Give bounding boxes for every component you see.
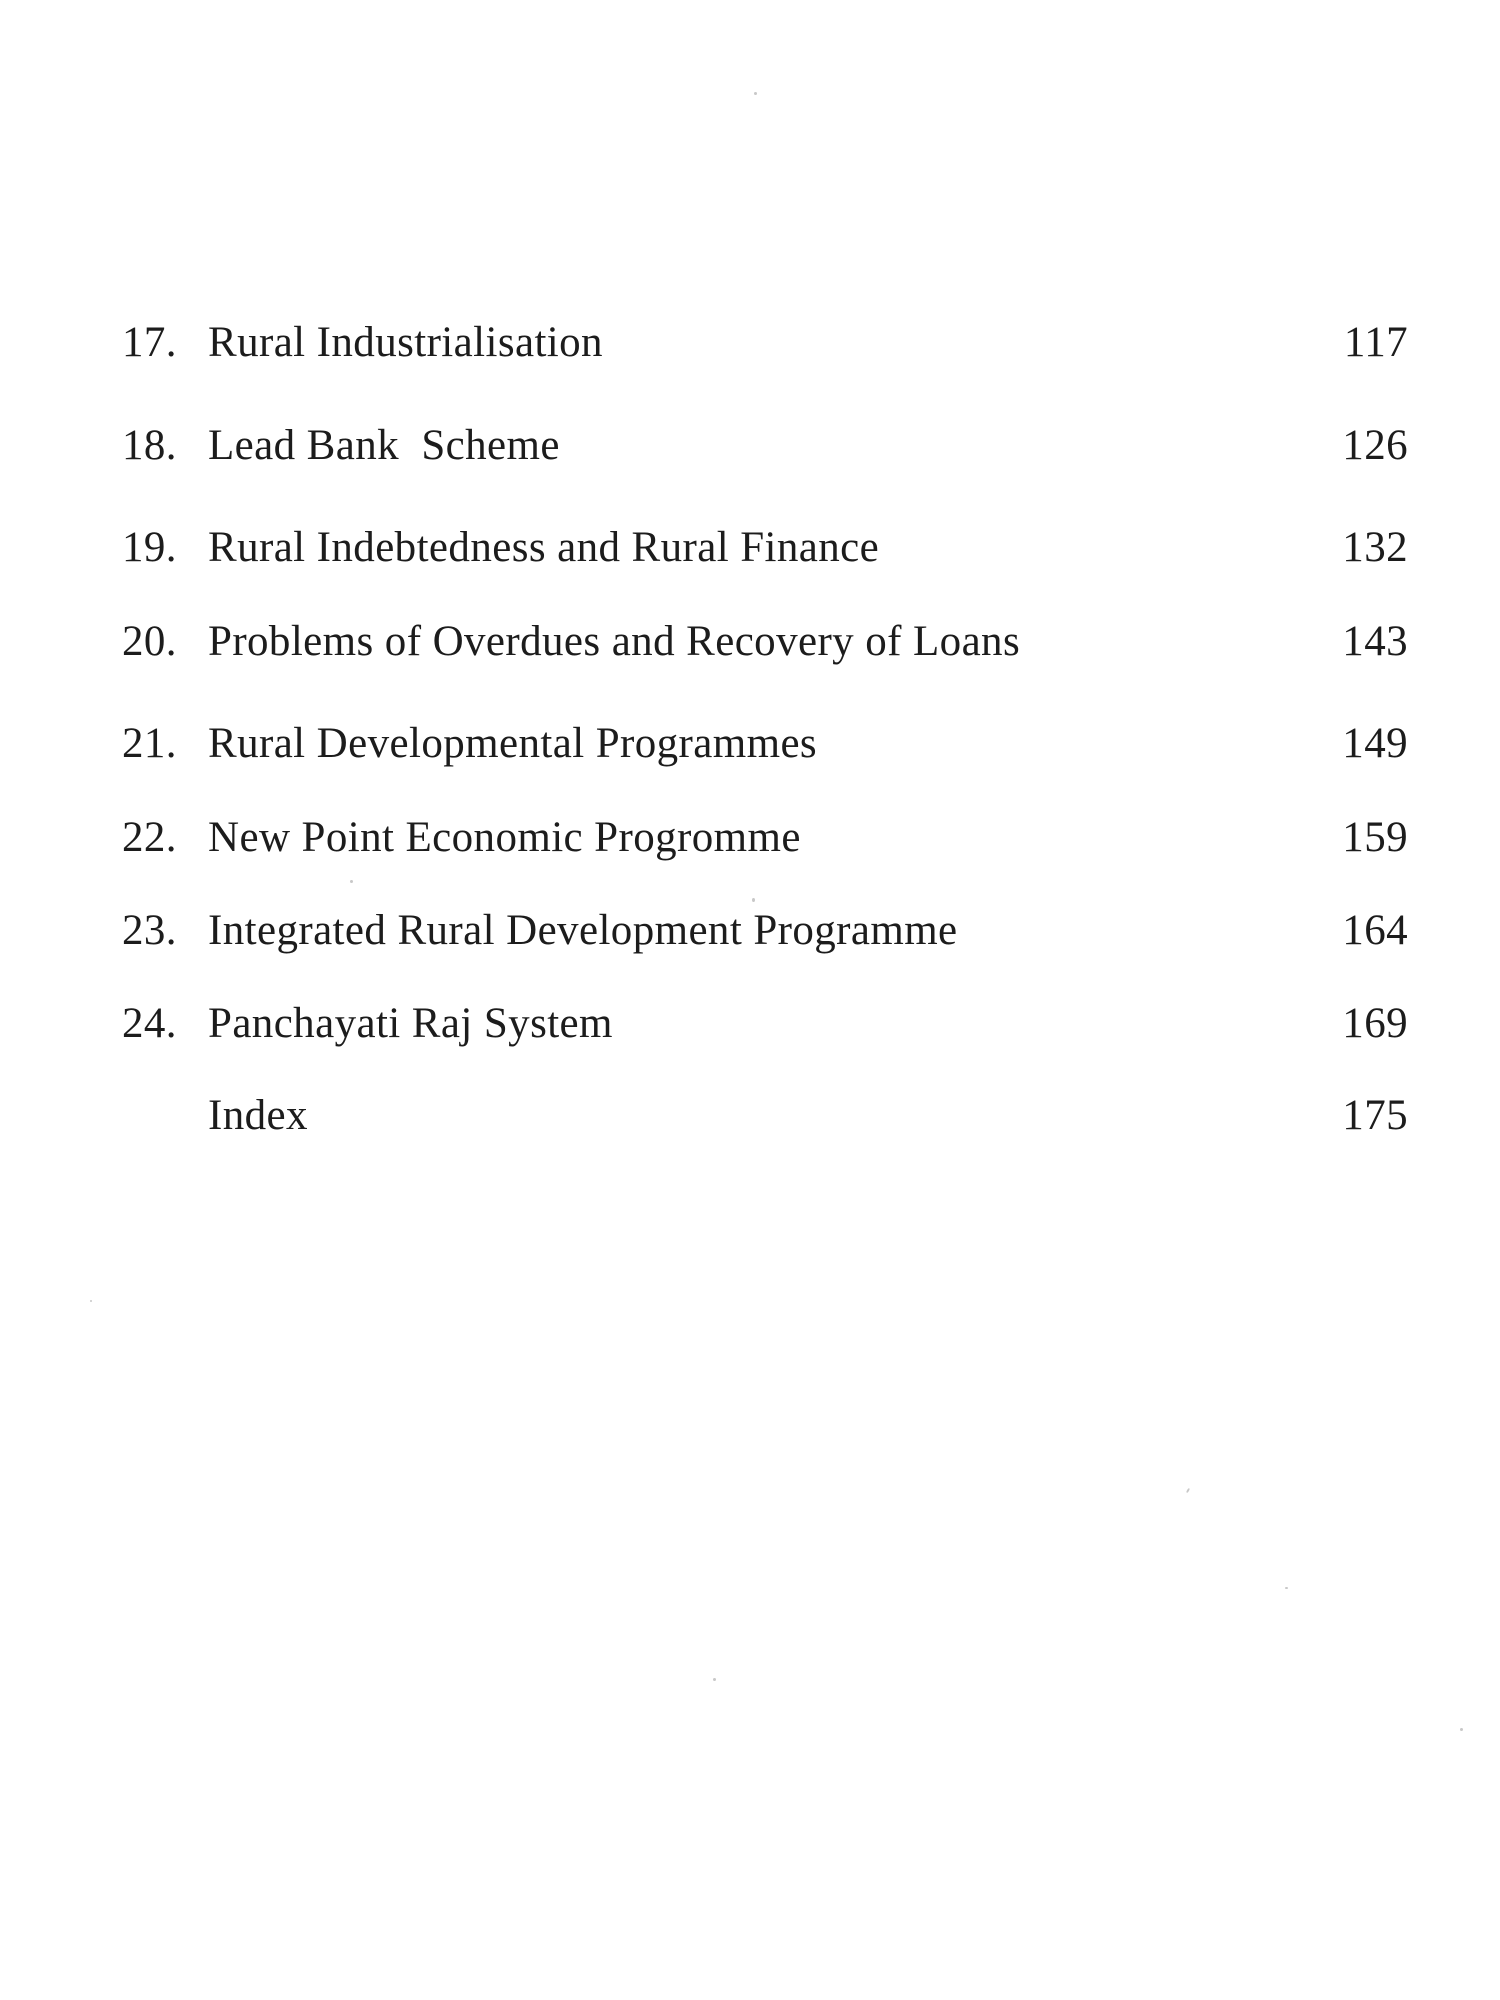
toc-entry — [0, 416, 1500, 476]
toc-entry — [0, 518, 1500, 578]
chapter-number: 22. — [122, 814, 177, 861]
chapter-number: 23. — [122, 907, 177, 954]
page-number: 175 — [1342, 1092, 1408, 1139]
chapter-number: 18. — [122, 422, 177, 469]
page-number: 143 — [1342, 618, 1408, 665]
scan-speck — [1460, 1728, 1463, 1731]
scan-speck — [1285, 1587, 1288, 1589]
page-number: 159 — [1342, 814, 1408, 861]
toc-entry — [0, 714, 1500, 774]
chapter-title: Problems of Overdues and Recovery of Loans — [208, 618, 1021, 665]
toc-entry — [0, 612, 1500, 672]
scan-speck — [1186, 1488, 1190, 1493]
chapter-title: New Point Economic Progromme — [208, 814, 801, 861]
page-number: 126 — [1342, 422, 1408, 469]
scan-speck — [713, 1678, 716, 1681]
chapter-title: Integrated Rural Development Programme — [208, 907, 958, 954]
chapter-title: Rural Indebtedness and Rural Finance — [208, 524, 880, 571]
chapter-number: 19. — [122, 524, 177, 571]
scan-speck — [90, 1300, 92, 1302]
chapter-number: 20. — [122, 618, 177, 665]
toc-entry-index — [0, 1086, 1500, 1146]
chapter-number: 21. — [122, 720, 177, 767]
chapter-title: Panchayati Raj System — [208, 1000, 613, 1047]
chapter-title: Rural Industrialisation — [208, 319, 603, 366]
index-title: Index — [208, 1092, 308, 1139]
toc-entry — [0, 901, 1500, 961]
page-number: 164 — [1342, 907, 1408, 954]
toc-entry — [0, 808, 1500, 868]
page-number: 132 — [1342, 524, 1408, 571]
scan-speck — [752, 898, 755, 902]
chapter-number: 17. — [122, 319, 177, 366]
scan-speck — [350, 880, 353, 883]
chapter-number: 24. — [122, 1000, 177, 1047]
page-number: 149 — [1342, 720, 1408, 767]
page-number: 117 — [1343, 319, 1408, 366]
chapter-title: Lead Bank Scheme — [208, 422, 560, 469]
chapter-title: Rural Developmental Programmes — [208, 720, 818, 767]
scan-speck — [754, 92, 757, 95]
toc-entry — [0, 994, 1500, 1054]
page-number: 169 — [1342, 1000, 1408, 1047]
toc-entry — [0, 313, 1500, 373]
